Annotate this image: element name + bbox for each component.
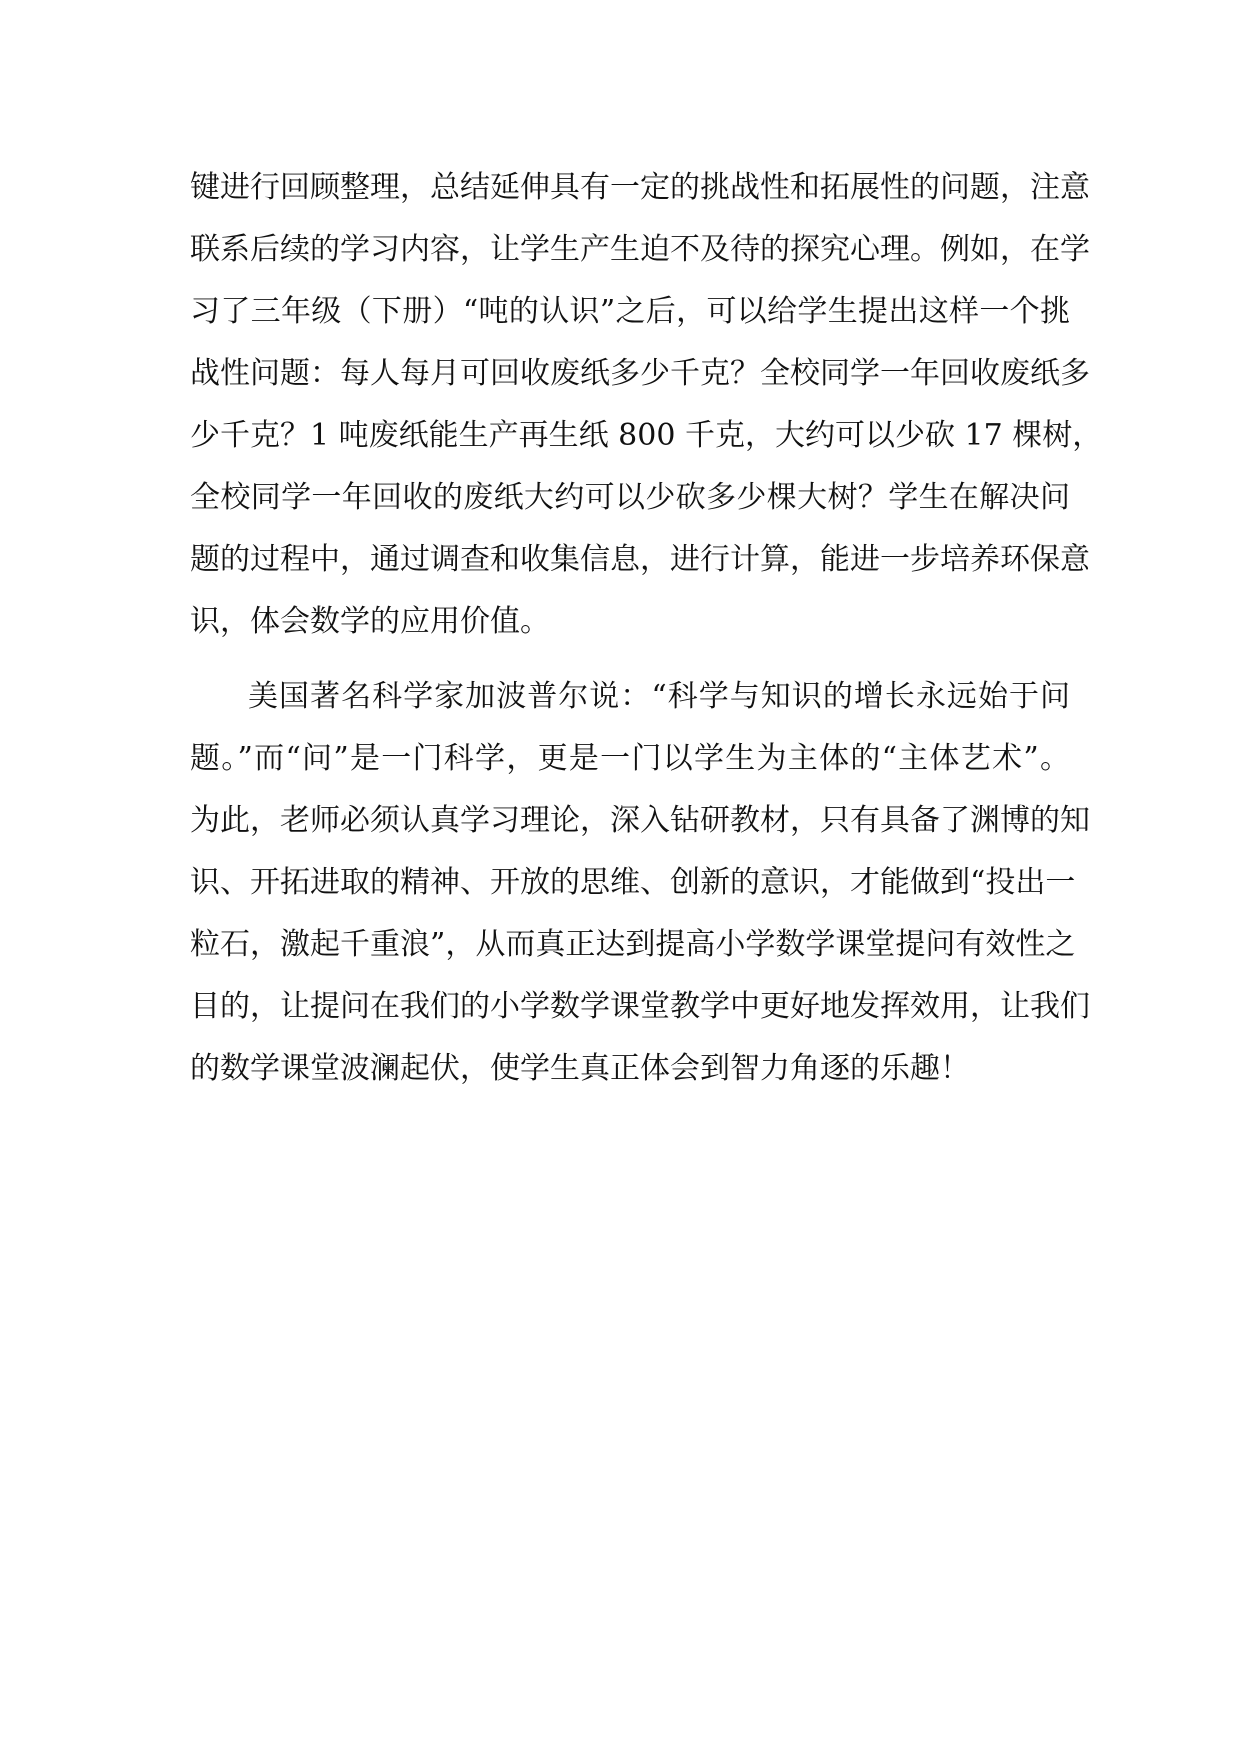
paragraph-line: 目的，让提问在我们的小学数学课堂教学中更好地发挥效用，让我们 (190, 989, 1090, 1024)
paragraph-line: 键进行回顾整理，总结延伸具有一定的挑战性和拓展性的问题，注意 (190, 170, 1090, 205)
paragraph-line: 少千克？1 吨废纸能生产再生纸 800 千克，大约可以少砍 17 棵树， (190, 418, 1103, 453)
paragraph-line: 联系后续的学习内容，让学生产生迫不及待的探究心理。例如，在学 (190, 232, 1090, 267)
paragraph-line: 战性问题：每人每月可回收废纸多少千克？全校同学一年回收废纸多 (190, 356, 1090, 391)
paragraph-line: 识、开拓进取的精神、开放的思维、创新的意识，才能做到“投出一 (190, 865, 1076, 900)
paragraph-2 (190, 666, 1090, 1100)
paragraph-line: 美国著名科学家加波普尔说：“科学与知识的增长永远始于问 (248, 679, 1070, 714)
paragraph-1 (190, 157, 1103, 653)
paragraph-line: 识，体会数学的应用价值。 (190, 604, 550, 639)
paragraph-spacer (190, 653, 1070, 666)
paragraph-line: 粒石，激起千重浪”，从而真正达到提高小学数学课堂提问有效性之 (190, 927, 1076, 962)
paragraph-line: 全校同学一年回收的废纸大约可以少砍多少棵大树？学生在解决问 (190, 480, 1070, 515)
paragraph-line: 题。”而“问”是一门科学，更是一门以学生为主体的“主体艺术”。 (190, 741, 1070, 776)
paragraph-line: 为此，老师必须认真学习理论，深入钻研教材，只有具备了渊博的知 (190, 803, 1090, 838)
document-body (190, 157, 1103, 1100)
paragraph-line: 题的过程中，通过调查和收集信息，进行计算，能进一步培养环保意 (190, 542, 1090, 577)
paragraph-line: 习了三年级（下册）“吨的认识”之后，可以给学生提出这样一个挑 (190, 294, 1070, 329)
paragraph-line: 的数学课堂波澜起伏，使学生真正体会到智力角逐的乐趣！ (190, 1051, 970, 1086)
